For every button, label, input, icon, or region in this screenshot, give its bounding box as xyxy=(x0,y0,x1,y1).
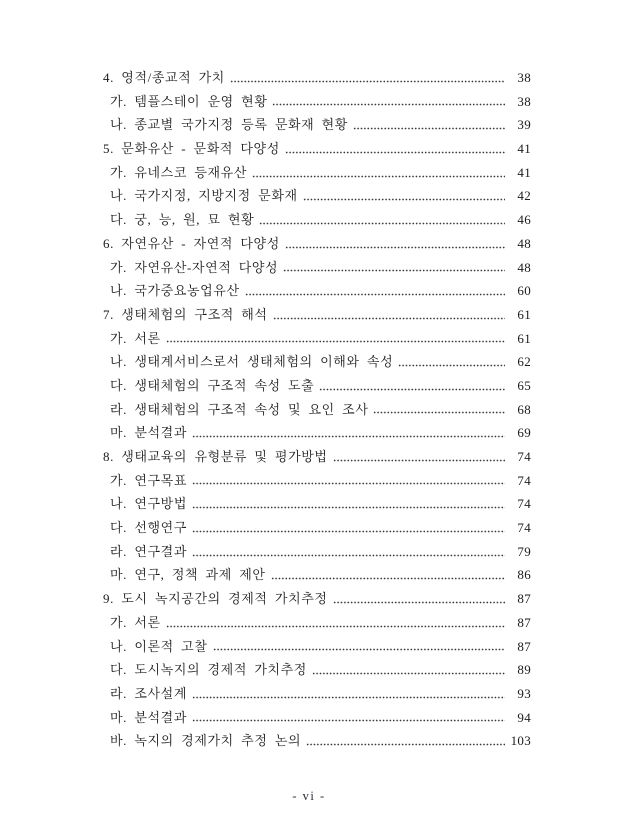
toc-entry-label: 4. 영적/종교적 가치 xyxy=(103,70,225,85)
dot-leader xyxy=(283,256,505,280)
toc-entry-label: 라. 연구결과 xyxy=(110,543,187,559)
toc-entry xyxy=(103,398,531,422)
toc-entry xyxy=(103,706,531,730)
toc-entry-page-number: 65 xyxy=(517,377,531,393)
toc-entry xyxy=(103,303,531,327)
toc-entry-page-number: 46 xyxy=(517,212,531,228)
toc-entry xyxy=(103,635,531,659)
toc-entry-page-number: 79 xyxy=(517,543,531,559)
toc-entry-page-number: 61 xyxy=(517,330,531,346)
dot-leader xyxy=(353,113,505,137)
dot-leader xyxy=(271,563,505,587)
dot-leader xyxy=(312,658,505,682)
toc-entry xyxy=(103,421,531,445)
toc-entry-page-number: 61 xyxy=(517,306,531,322)
toc-entry xyxy=(103,516,531,540)
toc-entry-label: 가. 서론 xyxy=(110,330,161,346)
page-number-footer: - vi - xyxy=(292,789,326,803)
toc-entry-label: 나. 국가지정, 지방지정 문화재 xyxy=(110,188,298,204)
toc-entry-page-number: 42 xyxy=(517,188,531,204)
toc-entry-label: 7. 생태체험의 구조적 해석 xyxy=(103,306,268,322)
toc-entry-label: 라. 조사설계 xyxy=(110,685,187,701)
toc-entry-page-number: 38 xyxy=(517,70,531,85)
toc-entry-page-number: 41 xyxy=(517,164,531,180)
dot-leader xyxy=(192,516,505,540)
dot-leader xyxy=(285,137,505,161)
toc-entry xyxy=(103,113,531,137)
toc-entry xyxy=(103,445,531,469)
toc-entry-label: 나. 국가중요농업유산 xyxy=(110,283,240,299)
toc-entry xyxy=(103,208,531,232)
toc-entry-label: 가. 연구목표 xyxy=(110,472,187,488)
toc-entry-page-number: 60 xyxy=(517,283,531,299)
dot-leader xyxy=(303,184,505,208)
toc-entry-page-number: 87 xyxy=(517,614,531,630)
toc-entry-page-number: 89 xyxy=(517,662,531,678)
toc-entry-page-number: 94 xyxy=(517,709,531,725)
toc-entry xyxy=(103,492,531,516)
toc-entry-label: 다. 생태체험의 구조적 속성 도출 xyxy=(110,377,315,393)
toc-entry xyxy=(103,256,531,280)
dot-leader xyxy=(230,66,505,90)
toc-entry xyxy=(103,161,531,185)
toc-entry xyxy=(103,327,531,351)
dot-leader xyxy=(319,374,505,398)
dot-leader xyxy=(373,398,505,422)
dot-leader xyxy=(192,421,505,445)
toc-entry-page-number: 38 xyxy=(517,93,531,109)
toc-entry-label: 5. 문화유산 - 문화적 다양성 xyxy=(103,141,280,157)
toc-entry-page-number: 103 xyxy=(510,733,531,749)
toc-entry-label: 마. 분석결과 xyxy=(110,425,187,441)
dot-leader xyxy=(166,327,505,351)
toc-entry-page-number: 69 xyxy=(517,425,531,441)
toc-entry-label: 나. 종교별 국가지정 등록 문화재 현황 xyxy=(110,117,348,133)
toc-entry-page-number: 93 xyxy=(517,685,531,701)
dot-leader xyxy=(166,611,505,635)
dot-leader xyxy=(259,208,505,232)
toc-entry-page-number: 74 xyxy=(517,449,531,464)
toc-entry-page-number: 48 xyxy=(517,259,531,275)
toc-entry xyxy=(103,374,531,398)
toc-entry xyxy=(103,658,531,682)
dot-leader xyxy=(333,445,505,469)
toc-entry xyxy=(103,540,531,564)
dot-leader xyxy=(285,232,505,256)
toc-entry-page-number: 74 xyxy=(517,472,531,488)
toc-entry-page-number: 87 xyxy=(517,638,531,654)
dot-leader xyxy=(213,635,506,659)
toc-list xyxy=(103,66,531,753)
toc-entry-page-number: 68 xyxy=(517,401,531,417)
toc-entry xyxy=(103,611,531,635)
toc-entry-page-number: 87 xyxy=(517,591,531,607)
toc-entry-page-number: 74 xyxy=(517,520,531,536)
toc-entry xyxy=(103,279,531,303)
toc-entry-label: 마. 연구, 정책 과제 제안 xyxy=(110,567,266,583)
toc-entry-label: 8. 생태교육의 유형분류 및 평가방법 xyxy=(103,449,328,464)
toc-entry xyxy=(103,587,531,611)
dot-leader xyxy=(192,682,505,706)
toc-entry xyxy=(103,682,531,706)
toc-entry xyxy=(103,184,531,208)
toc-entry-page-number: 74 xyxy=(517,496,531,512)
dot-leader xyxy=(272,90,505,114)
toc-entry-label: 바. 녹지의 경제가치 추정 논의 xyxy=(110,733,302,749)
dot-leader xyxy=(192,540,505,564)
toc-entry xyxy=(103,90,531,114)
toc-entry-label: 가. 유네스코 등재유산 xyxy=(110,164,247,180)
toc-entry-label: 가. 서론 xyxy=(110,614,161,630)
dot-leader xyxy=(306,729,505,753)
dot-leader xyxy=(245,279,505,303)
toc-entry-label: 나. 생태계서비스로서 생태체험의 이해와 속성 xyxy=(110,354,394,370)
dot-leader xyxy=(398,350,505,374)
toc-entry-label: 나. 이론적 고찰 xyxy=(110,638,208,654)
toc-entry xyxy=(103,729,531,753)
toc-entry-label: 6. 자연유산 - 자연적 다양성 xyxy=(103,235,280,251)
toc-entry xyxy=(103,350,531,374)
dot-leader xyxy=(273,303,505,327)
toc-entry xyxy=(103,137,531,161)
toc-entry-page-number: 62 xyxy=(517,354,531,370)
toc-entry-label: 다. 선행연구 xyxy=(110,520,187,536)
toc-entry-label: 가. 자연유산-자연적 다양성 xyxy=(110,259,279,275)
dot-leader xyxy=(333,587,505,611)
toc-entry xyxy=(103,469,531,493)
toc-entry-page-number: 48 xyxy=(517,235,531,251)
toc-entry xyxy=(103,232,531,256)
toc-entry-page-number: 39 xyxy=(517,117,531,133)
toc-entry-label: 마. 분석결과 xyxy=(110,709,187,725)
toc-entry-label: 다. 궁, 능, 원, 묘 현황 xyxy=(110,212,255,228)
dot-leader xyxy=(192,706,505,730)
toc-entry-label: 나. 연구방법 xyxy=(110,496,187,512)
toc-entry-label: 9. 도시 녹지공간의 경제적 가치추정 xyxy=(103,591,328,607)
dot-leader xyxy=(192,492,505,516)
toc-entry-label: 라. 생태체험의 구조적 속성 및 요인 조사 xyxy=(110,401,369,417)
toc-entry xyxy=(103,563,531,587)
toc-entry xyxy=(103,66,531,90)
toc-entry-label: 가. 템플스테이 운영 현황 xyxy=(110,93,268,109)
toc-entry-label: 다. 도시녹지의 경제적 가치추정 xyxy=(110,662,307,678)
toc-entry-page-number: 41 xyxy=(517,141,531,157)
toc-entry-page-number: 86 xyxy=(517,567,531,583)
dot-leader xyxy=(252,161,505,185)
dot-leader xyxy=(192,469,505,493)
